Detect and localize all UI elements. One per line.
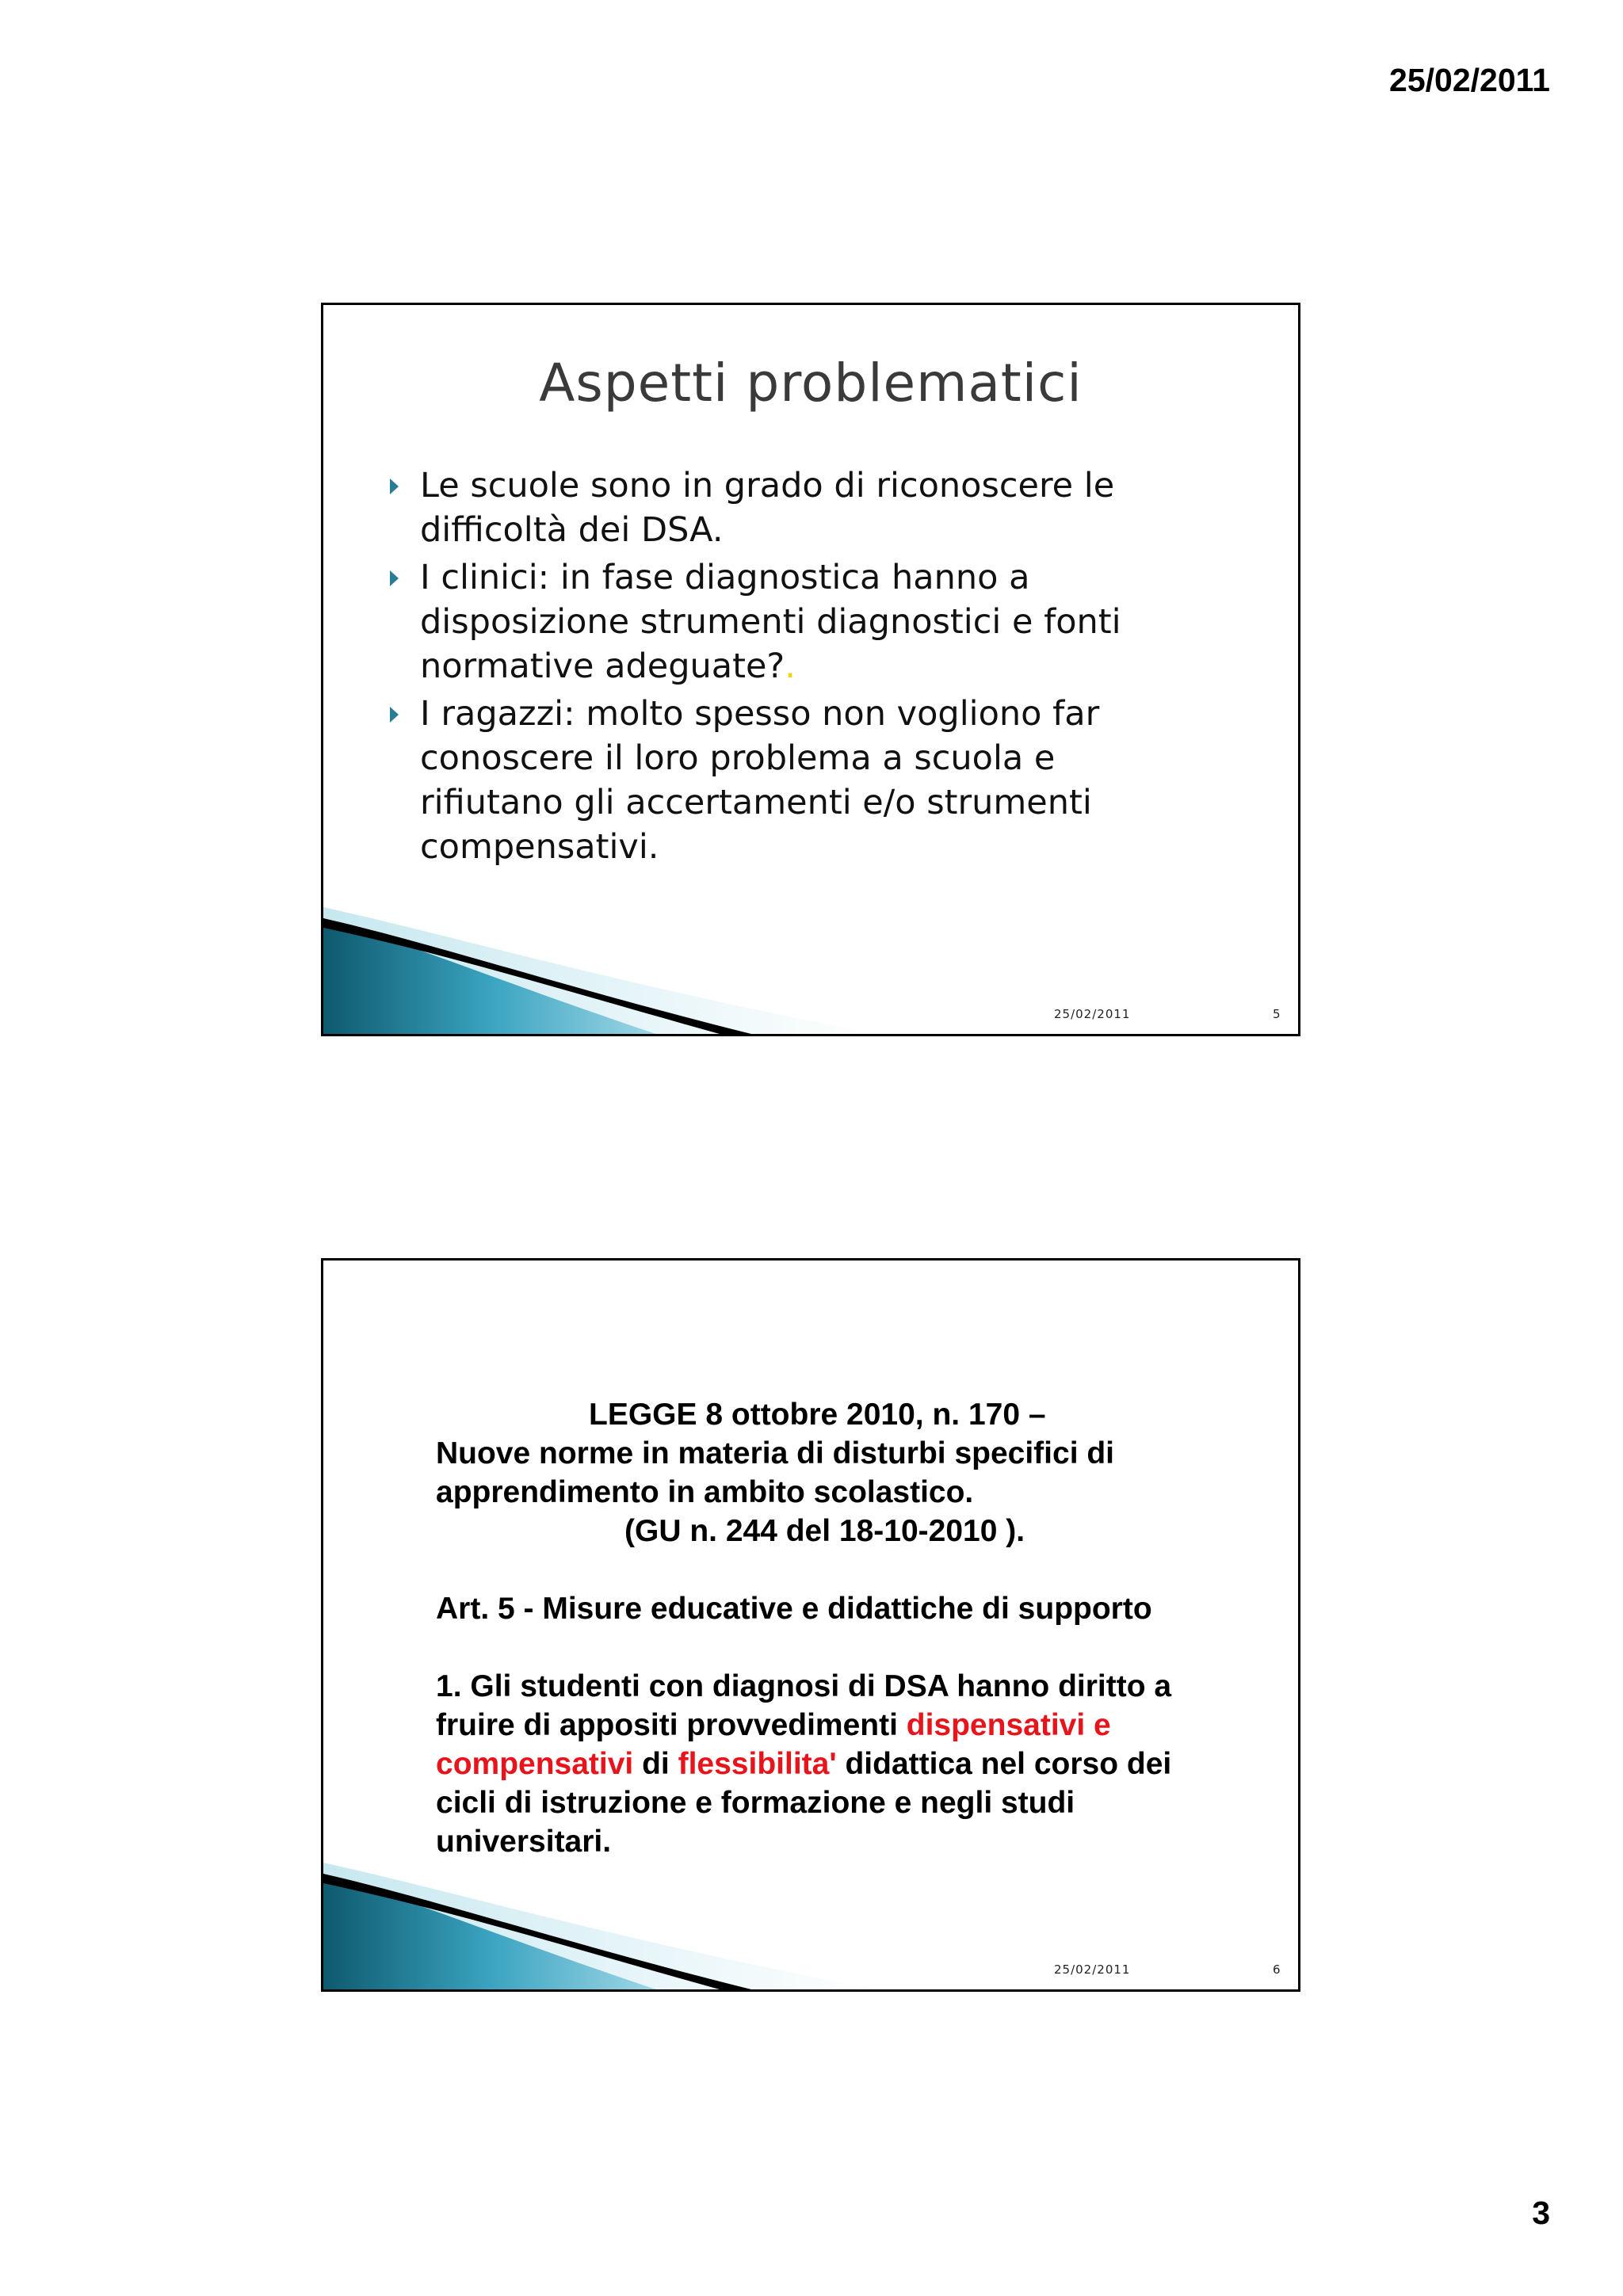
paragraph-line — [436, 1745, 1228, 1783]
paragraph-line: 1. Gli studenti con diagnosi di DSA hanno diritto a — [436, 1669, 1172, 1703]
slide-decoration-swoosh — [323, 907, 926, 1034]
bullet-line: conoscere il loro problema a scuola e — [420, 738, 1056, 778]
bullet-item — [387, 555, 1243, 688]
bullet-line: compensativi. — [420, 827, 659, 867]
bullet-line: rifiutano gli accertamenti e/o strumenti — [420, 783, 1092, 822]
bullet-list — [387, 463, 1243, 872]
slide-5 — [321, 303, 1300, 1036]
page-date: 25/02/2011 — [1389, 62, 1550, 98]
triangle-bullet-icon — [390, 479, 399, 494]
bullet-line: disposizione strumenti diagnostici e fonti — [420, 602, 1121, 642]
bullet-line: Le scuole sono in grado di riconoscere le — [420, 466, 1115, 505]
slide-decoration-swoosh — [323, 1863, 926, 1989]
bullet-item — [387, 692, 1243, 869]
triangle-bullet-icon — [390, 707, 399, 723]
article-heading: Art. 5 - Misure educative e didattiche di supporto — [436, 1592, 1152, 1626]
gazette-reference: (GU n. 244 del 18-10-2010 ). — [624, 1514, 1025, 1548]
paragraph-line: universitari. — [436, 1825, 612, 1859]
bullet-line: difficoltà dei DSA. — [420, 510, 724, 550]
bullet-line: normative adeguate? — [420, 646, 785, 686]
law-title: LEGGE 8 ottobre 2010, n. 170 – — [589, 1398, 1046, 1432]
slide-footer-number: 6 — [1273, 1962, 1281, 1977]
slide-footer-date: 25/02/2011 — [1054, 1007, 1131, 1021]
triangle-bullet-icon — [390, 570, 399, 586]
law-subtitle: apprendimento in ambito scolastico. — [436, 1475, 974, 1509]
bullet-line: I ragazzi: molto spesso non vogliono far — [420, 694, 1100, 734]
paragraph-text: didattica nel corso dei — [836, 1747, 1172, 1781]
paragraph-text: di — [633, 1747, 678, 1781]
paragraph-line — [436, 1706, 1228, 1745]
paragraph-text: fruire di appositi provvedimenti — [436, 1708, 907, 1742]
highlight-red: flessibilita' — [678, 1747, 837, 1781]
law-text-block — [436, 1395, 1228, 1861]
slide-6 — [321, 1258, 1300, 1992]
law-subtitle: Nuove norme in materia di disturbi specifici di — [436, 1436, 1115, 1470]
highlight-red: dispensativi e — [906, 1708, 1111, 1742]
slide-footer-number: 5 — [1273, 1007, 1281, 1021]
paragraph-line: cicli di istruzione e formazione e negli studi — [436, 1786, 1075, 1820]
bullet-item — [387, 463, 1243, 552]
highlight-red: compensativi — [436, 1747, 634, 1781]
bullet-line: I clinici: in fase diagnostica hanno a — [420, 558, 1030, 597]
yellow-mark: . — [785, 646, 796, 686]
slide-footer-date: 25/02/2011 — [1054, 1962, 1131, 1977]
page-number: 3 — [1532, 2195, 1550, 2231]
slide-title: Aspetti problematici — [539, 353, 1083, 414]
